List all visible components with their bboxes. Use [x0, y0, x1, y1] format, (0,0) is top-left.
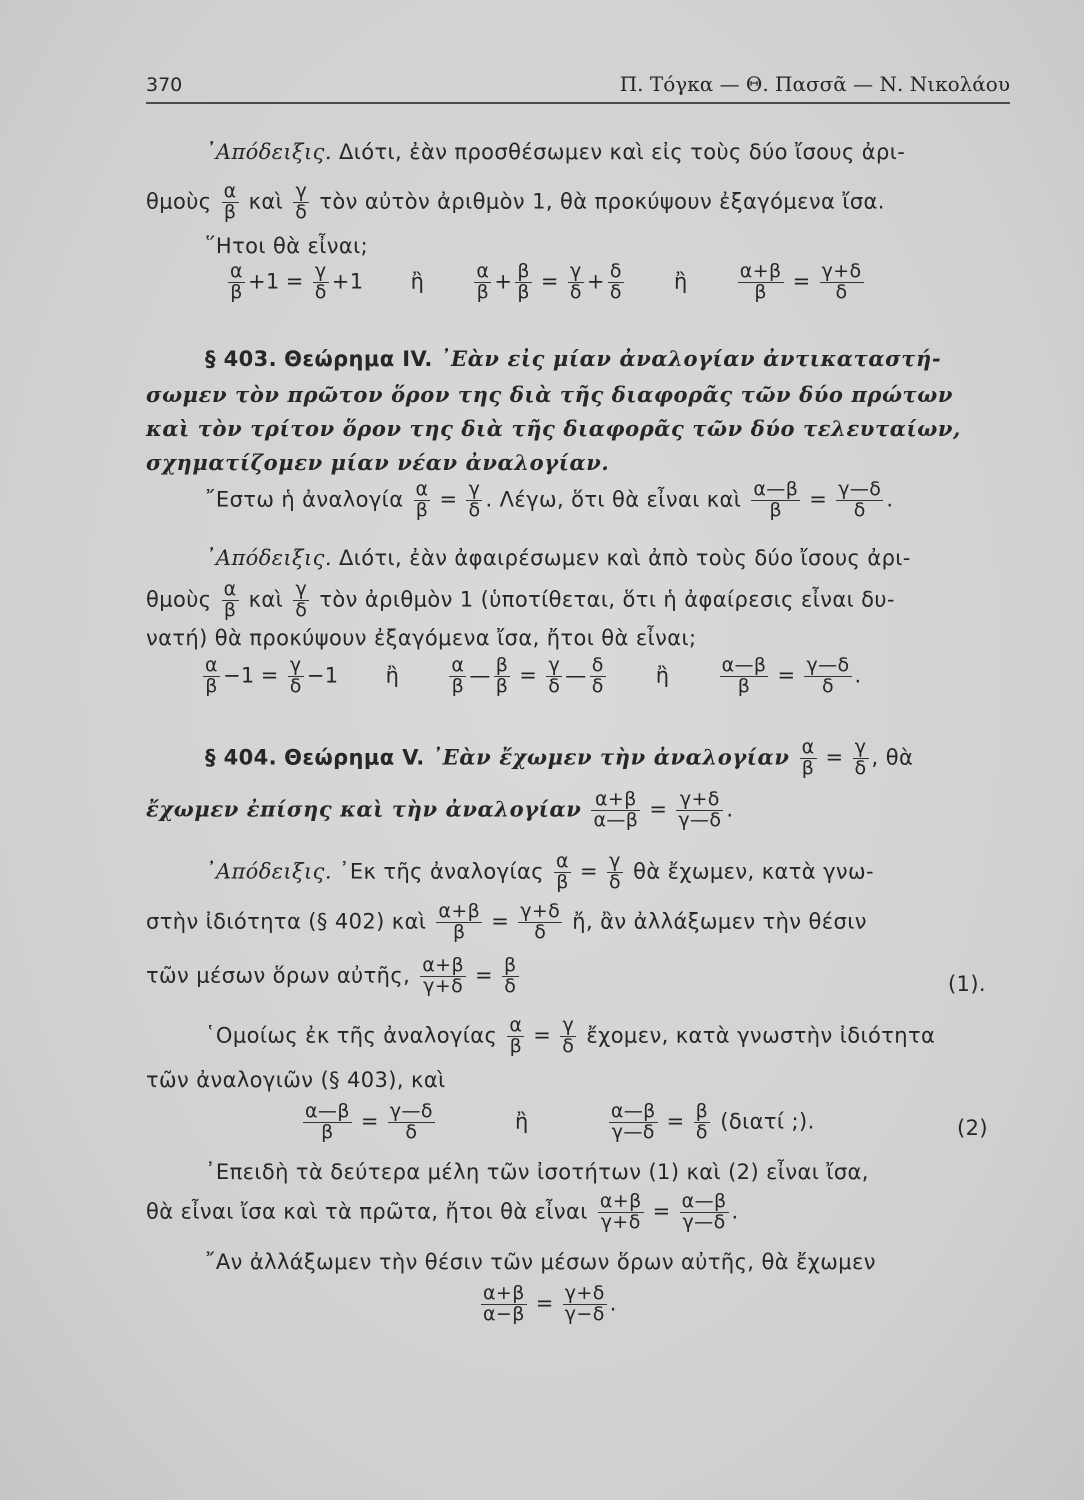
text-line: ᾿Επειδὴ τὰ δεύτερα μέλη τῶν ἰσοτήτων (1) καὶ (2) εἶναι ἴσα, [205, 1160, 869, 1184]
fraction: $\frac{\alpha}{\beta}$ [223, 578, 237, 621]
fraction: $\frac{\alpha}{\beta}$ [509, 1014, 523, 1057]
equation-line: $\frac{\alpha—\beta}{\beta}$ = $\frac{\gamma—\delta}{\delta}$ ἢ $\frac{\alpha—\beta}{\gamma—\delta}$ = $\frac{\beta}{\delta}$ (διατί ;). (2) [305, 1100, 988, 1143]
fraction: $\frac{\alpha}{\beta}$ [451, 654, 465, 697]
text-line: ᾿Απόδειξις. Διότι, ἐὰν προσθέσωμεν καὶ εἰς τοὺς δύο ἴσους ἀρι- [205, 140, 906, 164]
equation-line: $\frac{\alpha}{\beta}$ −1 = $\frac{\gamma}{\delta}$ −1 ἢ $\frac{\alpha}{\beta}$ — $\frac{\beta}{\beta}$ = $\frac{\gamma}{\delta}$ — $\frac{\delta}{\delta}$ ἢ $\frac{\alpha—\beta}{\beta}$ = $\frac{\gamma—\delta}{\delta}$ . [205, 654, 862, 697]
equation-ref-1: (1). [947, 972, 986, 996]
fraction: $\frac{\alpha}{\beta}$ [230, 260, 243, 303]
fraction: $\frac{\gamma}{\delta}$ [295, 578, 308, 621]
fraction: $\frac{\alpha—\beta}{\gamma—\delta}$ [681, 1190, 727, 1233]
text-line: τῶν μέσων ὅρων αὐτῆς, $\frac{\alpha+\beta}{\gamma+\delta}$ = $\frac{\beta}{\delta}$ (1). [146, 954, 986, 997]
fraction: $\frac{\gamma}{\delta}$ [289, 654, 302, 697]
text-line: θμοὺς $\frac{\alpha}{\beta}$ καὶ $\frac{\gamma}{\delta}$ τὸν ἀριθμὸν 1 (ὑποτίθεται, ὅτι ἡ ἀφαίρεσις εἶναι δυ- [146, 578, 895, 621]
theorem-text: σωμεν τὸν πρῶτον ὅρον της διὰ τῆς διαφορᾶς τῶν δύο πρώτων [146, 382, 954, 407]
fraction: $\frac{\beta}{\delta}$ [695, 1100, 709, 1143]
fraction: $\frac{\gamma}{\delta}$ [314, 260, 327, 303]
fraction: $\frac{\alpha+\beta}{\gamma+\delta}$ [599, 1190, 642, 1233]
fraction: $\frac{\gamma}{\delta}$ [569, 260, 582, 303]
equation-line: $\frac{\alpha}{\beta}$ +1 = $\frac{\gamma}{\delta}$ +1 ἢ $\frac{\alpha}{\beta}$ + $\frac{\beta}{\beta}$ = $\frac{\gamma}{\delta}$ + $\frac{\delta}{\delta}$ ἢ $\frac{\alpha+\beta}{\beta}$ = $\frac{\gamma+\delta}{\delta}$ [230, 260, 862, 303]
fraction: $\frac{\alpha+\beta}{\beta}$ [739, 260, 782, 303]
fraction: $\frac{\gamma—\delta}{\delta}$ [389, 1100, 433, 1143]
fraction: $\frac{\gamma+\delta}{\delta}$ [821, 260, 862, 303]
fraction: $\frac{\beta}{\beta}$ [495, 654, 509, 697]
fraction: $\frac{\alpha+\beta}{\gamma+\delta}$ [422, 954, 465, 997]
text-line: ᾿Απόδειξις. ᾿Εκ τῆς ἀναλογίας $\frac{\alpha}{\beta}$ = $\frac{\gamma}{\delta}$ θὰ ἔχωμεν, κατὰ γνω- [205, 850, 875, 893]
page-number: 370 [146, 74, 183, 96]
fraction: $\frac{\gamma—\delta}{\delta}$ [806, 654, 850, 697]
text-line: ῎Εστω ἡ ἀναλογία $\frac{\alpha}{\beta}$ = $\frac{\gamma}{\delta}$ . Λέγω, ὅτι θὰ εἶναι καὶ $\frac{\alpha—\beta}{\beta}$ = $\frac{\gamma—\delta}{\delta}$ . [205, 478, 894, 521]
fraction: $\frac{\gamma}{\delta}$ [562, 1014, 575, 1057]
fraction: $\frac{\alpha}{\beta}$ [801, 736, 815, 779]
text-line: τῶν ἀναλογιῶν (§ 403), καὶ [146, 1068, 446, 1092]
fraction: $\frac{\gamma}{\delta}$ [295, 180, 308, 223]
fraction: $\frac{\delta}{\delta}$ [609, 260, 622, 303]
fraction: $\frac{\alpha}{\beta}$ [415, 478, 429, 521]
fraction: $\frac{\gamma}{\delta}$ [854, 736, 867, 779]
fraction: $\frac{\delta}{\delta}$ [591, 654, 604, 697]
equation-ref-2: (2) [957, 1116, 988, 1140]
text-line: θὰ εἶναι ἴσα καὶ τὰ πρῶτα, ἤτοι θὰ εἶναι $\frac{\alpha+\beta}{\gamma+\delta}$ = $\frac{\alpha—\beta}{\gamma—\delta}$ . [146, 1190, 739, 1233]
fraction: $\frac{\gamma+\delta}{\gamma-\delta}$ [564, 1282, 605, 1325]
fraction: $\frac{\alpha}{\beta}$ [205, 654, 218, 697]
section-heading-404: § 404. Θεώρημα V. ᾿Εὰν ἔχωμεν τὴν ἀναλογίαν $\frac{\alpha}{\beta}$ = $\frac{\gamma}{\delta}$ , θὰ [205, 736, 914, 779]
fraction: $\frac{\alpha}{\beta}$ [556, 850, 569, 893]
theorem-text: καὶ τὸν τρίτον ὅρον της διὰ τῆς διαφορᾶς τῶν δύο τελευταίων, [146, 416, 961, 441]
running-title: Π. Τόγκα — Θ. Πασσᾶ — Ν. Νικολάου [619, 72, 1010, 96]
fraction: $\frac{\beta}{\beta}$ [517, 260, 530, 303]
fraction: $\frac{\gamma}{\delta}$ [468, 478, 481, 521]
fraction: $\frac{\gamma}{\delta}$ [548, 654, 561, 697]
text-line: ῎Αν ἀλλάξωμεν τὴν θέσιν τῶν μέσων ὅρων αὐτῆς, θὰ ἔχωμεν [205, 1250, 876, 1274]
fraction: $\frac{\gamma}{\delta}$ [608, 850, 621, 893]
fraction: $\frac{\alpha+\beta}{\alpha-\beta}$ [483, 1282, 525, 1325]
fraction: $\frac{\alpha—\beta}{\beta}$ [753, 478, 799, 521]
equation-line: $\frac{\alpha+\beta}{\alpha-\beta}$ = $\frac{\gamma+\delta}{\gamma-\delta}$ . [483, 1282, 617, 1325]
fraction: $\frac{\alpha—\beta}{\beta}$ [721, 654, 767, 697]
fraction: $\frac{\alpha—\beta}{\beta}$ [305, 1100, 350, 1143]
fraction: $\frac{\gamma+\delta}{\gamma—\delta}$ [678, 788, 722, 831]
fraction: $\frac{\gamma—\delta}{\delta}$ [838, 478, 882, 521]
text-line: στὴν ἰδιότητα (§ 402) καὶ $\frac{\alpha+\beta}{\beta}$ = $\frac{\gamma+\delta}{\delta}$ ἤ, ἂν ἀλλάξωμεν τὴν θέσιν [146, 900, 867, 943]
fraction: $\frac{\alpha—\beta}{\gamma—\delta}$ [610, 1100, 656, 1143]
fraction: $\frac{\beta}{\delta}$ [504, 954, 517, 997]
section-heading-403: § 403. Θεώρημα IV. ᾿Εὰν εἰς μίαν ἀναλογίαν ἀντικαταστή- [205, 346, 942, 371]
text-line: νατή) θὰ προκύψουν ἐξαγόμενα ἴσα, ἤτοι θὰ εἶναι; [146, 626, 697, 650]
fraction: $\frac{\alpha}{\beta}$ [223, 180, 237, 223]
fraction: $\frac{\gamma+\delta}{\delta}$ [520, 900, 561, 943]
theorem-text: ἔχωμεν ἐπίσης καὶ τὴν ἀναλογίαν $\frac{\alpha+\beta}{\alpha—\beta}$ = $\frac{\gamma+\delta}{\gamma—\delta}$ . [146, 788, 734, 831]
text-line: ῾Ομοίως ἐκ τῆς ἀναλογίας $\frac{\alpha}{\beta}$ = $\frac{\gamma}{\delta}$ ἔχομεν, κατὰ γνωστὴν ἰδιότητα [205, 1014, 936, 1057]
text-line: ῞Ητοι θὰ εἶναι; [205, 234, 369, 258]
theorem-text: σχηματίζομεν μίαν νέαν ἀναλογίαν. [146, 450, 610, 475]
fraction: $\frac{\alpha}{\beta}$ [476, 260, 490, 303]
page-header [146, 68, 1010, 104]
text-line: θμοὺς $\frac{\alpha}{\beta}$ καὶ $\frac{\gamma}{\delta}$ τὸν αὐτὸν ἀριθμὸν 1, θὰ προκύψουν ἐξαγόμενα ἴσα. [146, 180, 885, 223]
fraction: $\frac{\alpha+\beta}{\beta}$ [438, 900, 481, 943]
fraction: $\frac{\alpha+\beta}{\alpha—\beta}$ [593, 788, 639, 831]
text-line: ᾿Απόδειξις. Διότι, ἐὰν ἀφαιρέσωμεν καὶ ἀπὸ τοὺς δύο ἴσους ἀρι- [205, 546, 911, 570]
